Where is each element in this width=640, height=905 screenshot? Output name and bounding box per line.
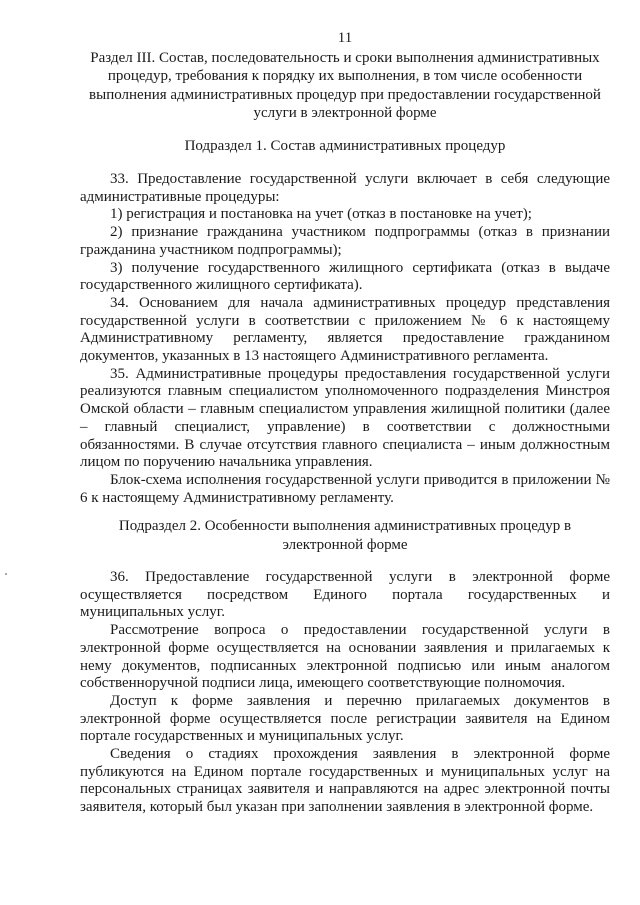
section-title: Раздел III. Состав, последовательность и сроки выполнения административных процедур, требования к порядку их выполнения, в том числе особенности выполнения административных процедур при предоставлении государственной услуги в электронной форме (89, 50, 601, 122)
paragraph-list-item-2: 2) признание гражданина участником подпрограммы (отказ в признании гражданина участником подпрограммы); (80, 224, 610, 258)
paragraph-review: Рассмотрение вопроса о предоставлении государственной услуги в электронной форме осуществляется на основании заявления и прилагаемых к нему документов, подписанных электронной подписью или иным аналогом собственноручной подписи лица, имеющего соответствующие полномочия. (80, 622, 610, 692)
paragraph-36: 36. Предоставление государственной услуги в электронной форме осуществляется посредством Единого портала государственных и муниципальных услуг. (80, 569, 610, 621)
paragraph-35: 35. Административные процедуры предоставления государственной услуги реализуются главным специалистом уполномоченного подразделения Минстроя Омской области – главным специалистом управления жилищной политики (далее – главный специалист, управление) в соответствии с должностными обязанностями. В случае отсутствия главного специалиста – иным должностным лицом по поручению начальника управления. (80, 365, 610, 471)
paragraph-block-scheme: Блок-схема исполнения государственной услуги приводится в приложении № 6 к настоящему Административному регламенту. (80, 471, 610, 506)
paragraph-access: Доступ к форме заявления и перечню прилагаемых документов в электронной форме осуществляется после регистрации заявителя на Едином портале государственных и муниципальных услуг. (80, 692, 610, 745)
paragraph-33: 33. Предоставление государственной услуги включает в себя следующие административные процедуры: (80, 171, 610, 205)
paragraph-list-item-1: 1) регистрация и постановка на учет (отказ в постановке на учет); (110, 206, 532, 223)
paragraph-list-item-3: 3) получение государственного жилищного сертификата (отказ в выдаче государственного жилищного сертификата). (80, 259, 610, 294)
paragraph-status: Сведения о стадиях прохождения заявления в электронной форме публикуются на Едином портале государственных и муниципальных услуг на персональных страницах заявителя и направляются на адрес электронной почты заявителя, который был указан при заполнении заявления в электронной форме. (80, 746, 610, 816)
paragraph-34: 34. Основанием для начала административных процедур представления государственной услуги в соответствии с приложением № 6 к настоящему Административному регламенту, является предоставление гражданином документов, указанных в 13 настоящего Административного регламента. (80, 294, 610, 365)
scan-speck (5, 573, 7, 575)
page-number: 11 (337, 30, 353, 46)
subsection-1-title: Подраздел 1. Состав административных процедур (184, 138, 506, 154)
subsection-1-body (80, 171, 610, 507)
subsection-2-body (80, 569, 610, 817)
subsection-2-title: Подраздел 2. Особенности выполнения административных процедур в электронной форме (118, 518, 572, 553)
